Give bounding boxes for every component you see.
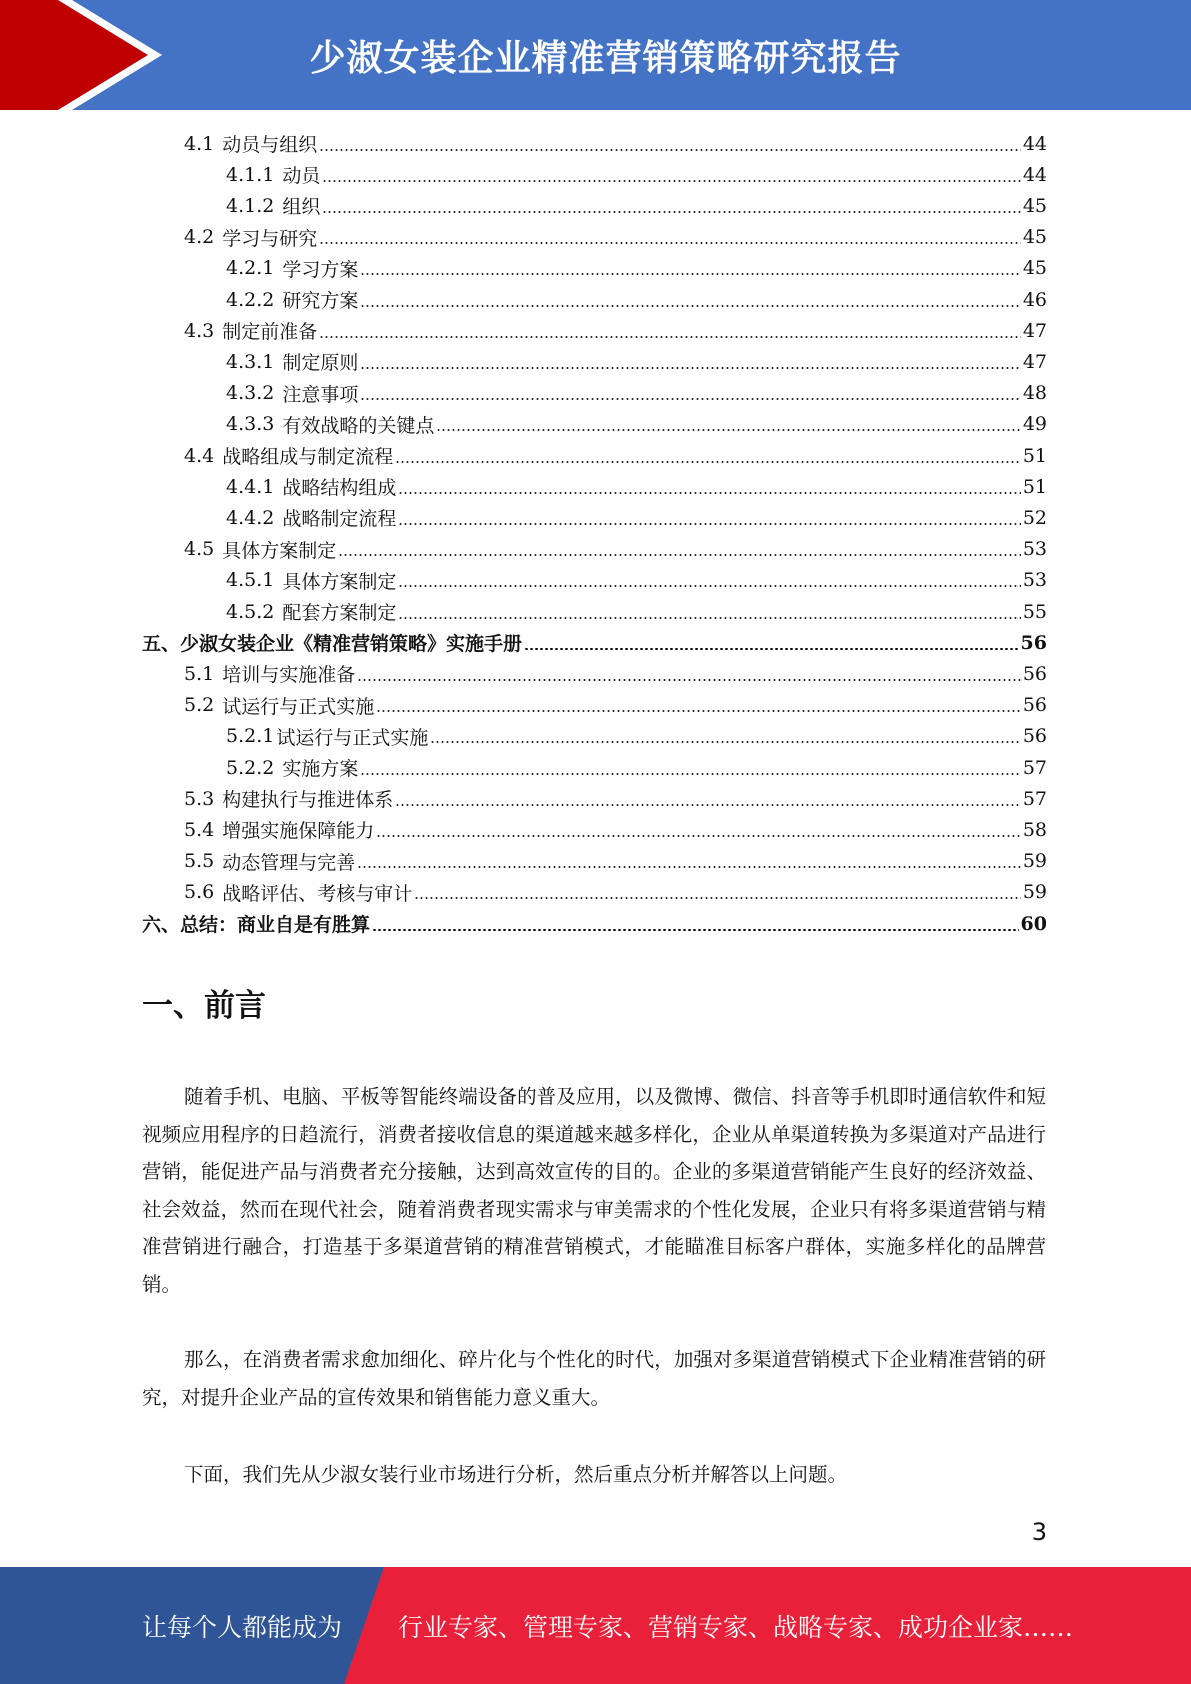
toc-leader-dots [376, 835, 1021, 837]
toc-entry-page: 45 [1022, 226, 1047, 249]
toc-entry-title: 制定原则 [282, 352, 359, 375]
toc-entry-page: 56 [1022, 662, 1047, 685]
toc-entry-number: 4.1 [184, 132, 215, 155]
toc-leader-dots [398, 585, 1020, 587]
toc-entry[interactable] [226, 253, 1047, 284]
toc-entry-number: 5.2.2 [226, 756, 275, 779]
toc-entry-title: 学习与研究 [222, 227, 318, 250]
toc-entry-title: 试运行与正式实施 [222, 695, 375, 718]
toc-entry-title: 组织 [282, 196, 321, 219]
footer-slogan-right: 行业专家、管理专家、营销专家、战略专家、成功企业家…… [398, 1612, 1074, 1642]
toc-entry-page: 47 [1022, 319, 1047, 342]
paragraph: 下面，我们先从少淑女装行业市场进行分析，然后重点分析并解答以上问题。 [184, 1463, 848, 1486]
toc-entry-page: 51 [1022, 444, 1047, 467]
toc-leader-dots [360, 398, 1020, 400]
toc-entry-title: 有效战略的关键点 [282, 414, 435, 437]
toc-entry-title: 战略制定流程 [282, 508, 397, 531]
paragraph: 那么，在消费者需求愈加细化、碎片化与个性化的时代，加强对多渠道营销模式下企业精准营销的研究，对提升企业产品的宣传效果和销售能力意义重大。 [142, 1348, 1046, 1409]
section-heading: 一、前言 [142, 988, 266, 1024]
toc-entry[interactable] [142, 908, 1047, 939]
toc-entry-number: 4.3.1 [226, 350, 275, 373]
toc-entry-title: 构建执行与推进体系 [222, 789, 394, 812]
document-title: 少淑女装企业精准营销策略研究报告 [309, 37, 902, 79]
toc-entry[interactable] [184, 315, 1047, 346]
toc-entry-title: 战略评估、考核与审计 [222, 882, 413, 905]
toc-entry-title: 实施方案 [282, 758, 359, 780]
toc-entry[interactable] [226, 471, 1047, 502]
toc-entry[interactable] [226, 159, 1047, 190]
toc-entry-number: 4.4.2 [226, 506, 275, 529]
paragraph: 随着手机、电脑、平板等智能终端设备的普及应用，以及微博、微信、抖音等手机即时通信软件和短视频应用程序的日趋流行，消费者接收信息的渠道越来越多样化，企业从单渠道转换为多渠道对产品进行营销，能促进产品与消费者充分接触，达到高效宣传的目的。企业的多渠道营销能产生良好的经济效益、社会效益，然而在现代社会，随着消费者现实需求与审美需求的个性化发展，企业只有将多渠道营销与精准营销进行融合，打造基于多渠道营销的精准营销模式，才能瞄准目标客户群体，实施多样化的品牌营销。 [142, 1085, 1046, 1296]
toc-entry-number: 六、 [142, 914, 181, 936]
toc-entry-page: 44 [1022, 132, 1047, 155]
footer-slogan-left: 让每个人都能成为 [142, 1612, 343, 1642]
toc-entry-page: 56 [1020, 631, 1047, 654]
toc-leader-dots [360, 273, 1020, 275]
toc-entry-page: 49 [1022, 413, 1047, 436]
toc-entry-page: 55 [1022, 600, 1047, 623]
toc-leader-dots [395, 461, 1021, 463]
toc-leader-dots [372, 929, 1019, 931]
toc-entry-page: 56 [1022, 694, 1047, 717]
toc-leader-dots [524, 648, 1019, 650]
toc-entry[interactable] [184, 128, 1047, 159]
toc-entry-number: 4.5 [184, 538, 215, 561]
toc-entry[interactable] [184, 783, 1047, 814]
toc-leader-dots [360, 773, 1020, 775]
toc-leader-dots [322, 180, 1020, 182]
toc-entry[interactable] [226, 346, 1047, 377]
toc-leader-dots [398, 492, 1020, 494]
toc-entry-title: 动态管理与完善 [222, 851, 356, 874]
toc-entry[interactable] [184, 222, 1047, 253]
toc-entry-title: 动员与组织 [222, 134, 318, 156]
toc-entry-title: 总结：商业自是有胜算 [180, 914, 371, 936]
toc-leader-dots [376, 710, 1021, 712]
toc-leader-dots [398, 617, 1020, 619]
toc-leader-dots [322, 211, 1020, 213]
toc-entry-number: 五、 [142, 633, 181, 656]
toc-entry-number: 4.2.2 [226, 288, 275, 311]
toc-entry-page: 57 [1022, 756, 1047, 779]
toc-entry-number: 5.5 [184, 850, 215, 873]
toc-entry[interactable] [226, 378, 1047, 409]
toc-entry[interactable] [184, 534, 1047, 565]
toc-leader-dots [357, 866, 1021, 868]
toc-entry-number: 4.3.3 [226, 413, 275, 436]
toc-entry-number: 4.4.1 [226, 475, 275, 498]
toc-entry-number: 5.2 [184, 694, 215, 717]
toc-leader-dots [357, 679, 1021, 681]
toc-entry-page: 58 [1022, 818, 1047, 841]
toc-leader-dots [319, 242, 1021, 244]
toc-entry-number: 5.6 [184, 881, 215, 904]
toc-entry[interactable] [226, 502, 1047, 533]
toc-entry[interactable] [226, 409, 1047, 440]
toc-entry[interactable] [184, 814, 1047, 845]
toc-entry-number: 4.5.1 [226, 569, 275, 592]
toc-entry-title: 学习方案 [282, 258, 359, 281]
toc-entry-number: 5.3 [184, 787, 215, 810]
toc-leader-dots [414, 897, 1021, 899]
toc-entry[interactable] [184, 846, 1047, 877]
toc-entry-title: 研究方案 [282, 290, 359, 312]
toc-entry-page: 52 [1022, 506, 1047, 529]
toc-leader-dots [395, 804, 1021, 806]
toc-entry-number: 5.2.1 [226, 725, 275, 748]
toc-entry-title: 战略结构组成 [282, 477, 397, 500]
toc-entry-title: 具体方案制定 [282, 570, 397, 593]
toc-entry-number: 4.2.1 [226, 257, 275, 280]
toc-entry-page: 46 [1022, 288, 1047, 311]
toc-entry[interactable] [226, 752, 1047, 783]
toc-entry-page: 45 [1022, 194, 1047, 217]
toc-entry[interactable] [226, 284, 1047, 315]
toc-entry-page: 59 [1022, 850, 1047, 873]
footer-banner [0, 1567, 1191, 1684]
toc-entry-title: 培训与实施准备 [222, 664, 356, 687]
toc-entry-page: 53 [1022, 569, 1047, 592]
toc-entry-number: 4.3 [184, 319, 215, 342]
toc-entry-title: 少淑女装企业《精准营销策略》实施手册 [180, 633, 523, 656]
toc-entry-title: 增强实施保障能力 [222, 820, 375, 843]
header-banner [0, 0, 1191, 110]
toc-leader-dots [338, 554, 1021, 556]
toc-entry-page: 47 [1022, 350, 1047, 373]
toc-entry-page: 53 [1022, 538, 1047, 561]
toc-entry-number: 5.1 [184, 662, 215, 685]
toc-entry[interactable] [226, 190, 1047, 221]
toc-entry-page: 59 [1022, 881, 1047, 904]
toc-entry-number: 4.1.1 [226, 163, 275, 186]
toc-entry-page: 45 [1022, 257, 1047, 280]
toc-entry[interactable] [184, 690, 1047, 721]
toc-entry-number: 4.5.2 [226, 600, 275, 623]
toc-entry[interactable] [142, 627, 1047, 658]
toc-entry[interactable] [226, 596, 1047, 627]
toc-entry[interactable] [184, 440, 1047, 471]
toc-entry[interactable] [226, 565, 1047, 596]
toc-entry-title: 具体方案制定 [222, 539, 337, 562]
toc-entry-number: 4.2 [184, 226, 215, 249]
toc-entry-number: 5.4 [184, 818, 215, 841]
toc-entry-page: 51 [1022, 475, 1047, 498]
toc-entry-title: 战略组成与制定流程 [222, 446, 394, 468]
toc-leader-dots [430, 741, 1020, 743]
toc-entry-title: 配套方案制定 [282, 602, 397, 624]
toc-leader-dots [398, 523, 1020, 525]
toc-entry-number: 4.1.2 [226, 194, 275, 217]
toc-leader-dots [360, 367, 1020, 369]
toc-entry[interactable] [184, 877, 1047, 908]
toc-entry[interactable] [184, 658, 1047, 689]
toc-leader-dots [319, 149, 1021, 151]
toc-entry-number: 4.3.2 [226, 382, 275, 405]
toc-leader-dots [436, 429, 1020, 431]
toc-entry[interactable] [226, 721, 1047, 752]
toc-leader-dots [319, 336, 1021, 338]
toc-entry-page: 56 [1022, 725, 1047, 748]
toc-entry-page: 48 [1022, 382, 1047, 405]
toc-entry-title: 试运行与正式实施 [276, 726, 429, 749]
toc-entry-title: 制定前准备 [222, 321, 318, 344]
toc-entry-title: 动员 [282, 165, 321, 188]
page-number: 3 [1031, 1518, 1047, 1546]
toc-leader-dots [360, 305, 1020, 307]
toc-entry-page: 57 [1022, 787, 1047, 810]
toc-entry-page: 44 [1022, 163, 1047, 186]
toc-entry-number: 4.4 [184, 444, 215, 467]
toc-entry-title: 注意事项 [282, 383, 359, 406]
toc-entry-page: 60 [1020, 912, 1047, 935]
